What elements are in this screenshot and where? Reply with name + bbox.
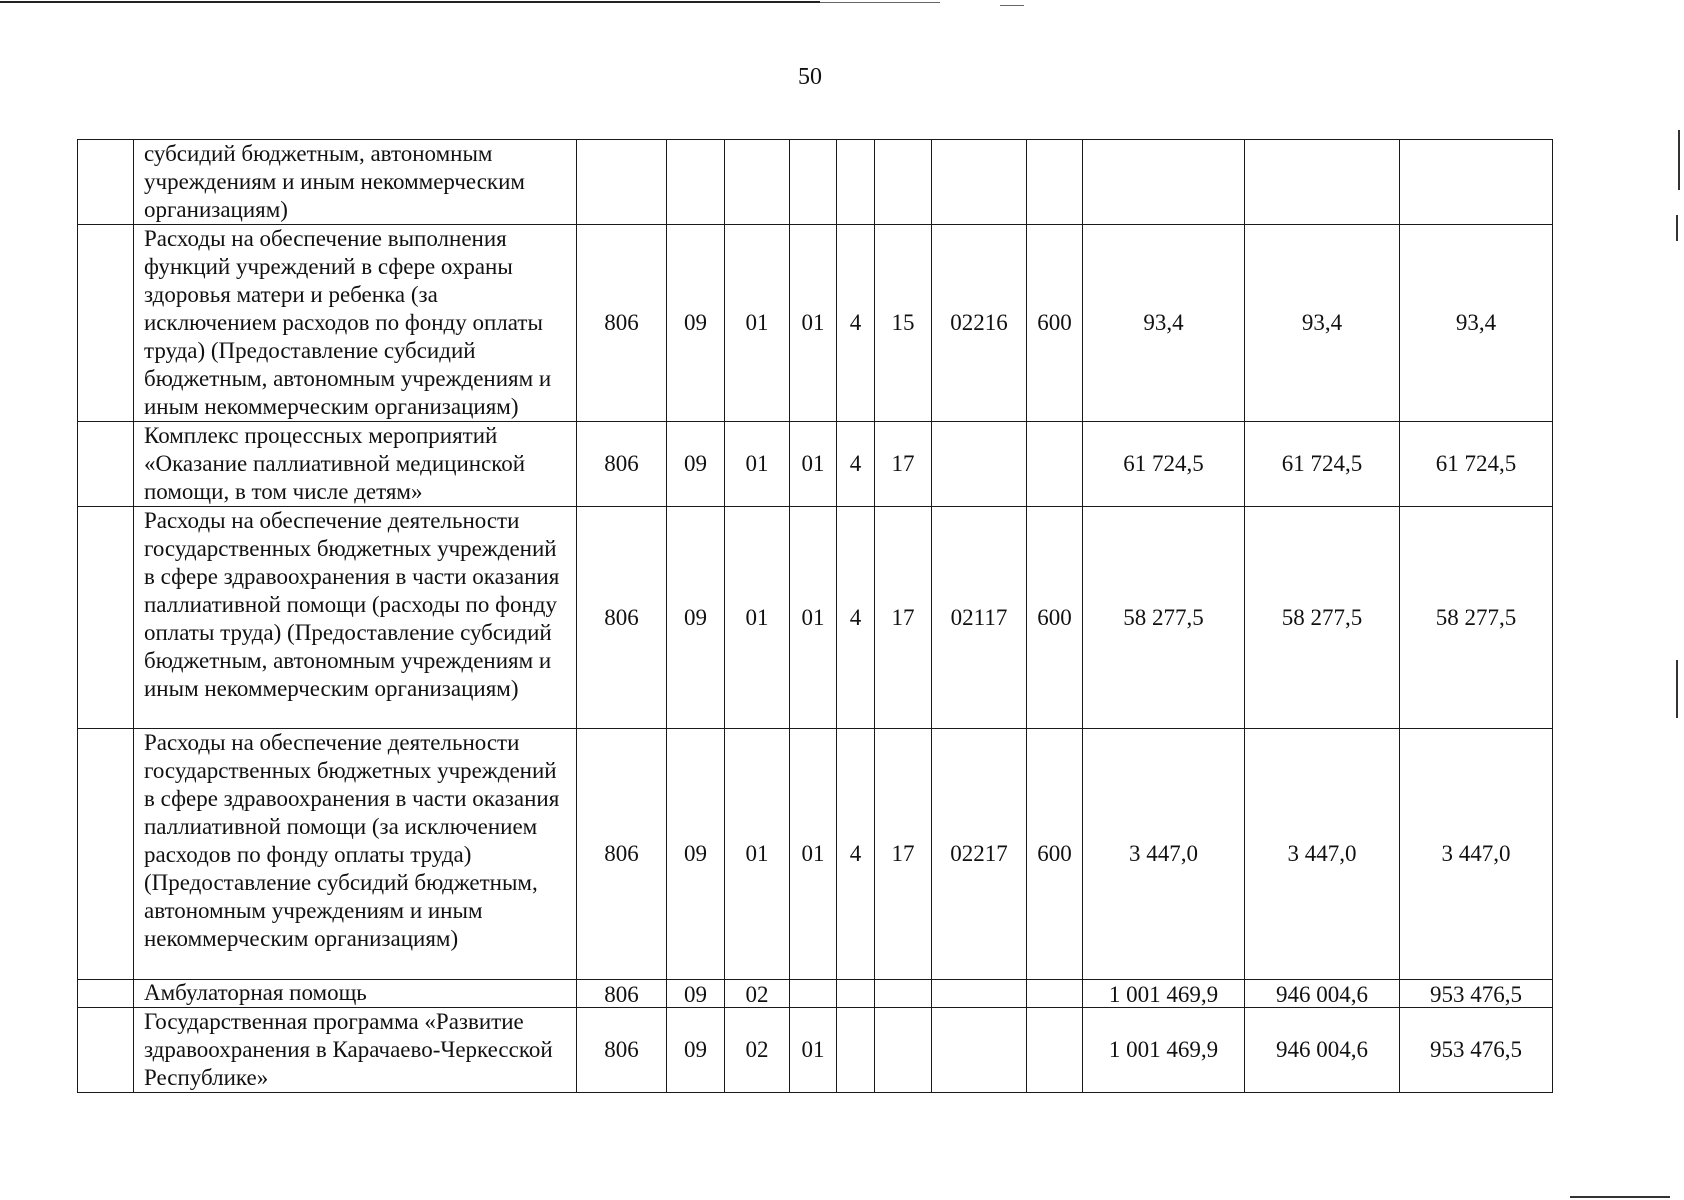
ved-cell: 806 (577, 225, 667, 422)
rz-cell: 09 (667, 729, 725, 980)
sum-cell (1400, 140, 1553, 225)
description-cell: Государственная программа «Развитие здравоохранения в Карачаево-Черкесской Республике» (134, 1008, 577, 1093)
row-number-cell (78, 1008, 134, 1093)
nr-cell (932, 980, 1027, 1008)
om-cell (875, 980, 932, 1008)
table-row (78, 225, 1553, 422)
table-row (78, 140, 1553, 225)
ved-cell: 806 (577, 1008, 667, 1093)
sum-cell: 953 476,5 (1400, 980, 1553, 1008)
scan-edge-line (1000, 5, 1024, 6)
table-row (78, 1008, 1553, 1093)
scan-edge-line (1570, 1196, 1670, 1198)
sum-cell: 946 004,6 (1245, 980, 1400, 1008)
table-row (78, 422, 1553, 507)
description-cell: Расходы на обеспечение деятельности государственных бюджетных учреждений в сфере здравоохранения в части оказания паллиативной помощи (расходы по фонду оплаты труда) (Предоставление субсидий бюджетным, автономным учреждениям и иным некоммерческим организациям) (134, 507, 577, 729)
sum-cell: 61 724,5 (1245, 422, 1400, 507)
om-cell (875, 1008, 932, 1093)
om-cell: 15 (875, 225, 932, 422)
description-cell: Расходы на обеспечение выполнения функций учреждений в сфере охраны здоровья матери и ребенка (за исключением расходов по фонду оплаты труда) (Предоставление субсидий бюджетным, автономным учреждениям и иным некоммерческим организациям) (134, 225, 577, 422)
sum-cell: 61 724,5 (1400, 422, 1553, 507)
table-row (78, 507, 1553, 729)
pr-cell (725, 140, 790, 225)
scan-edge-mark (1678, 130, 1680, 190)
row-number-cell (78, 140, 134, 225)
pp-cell (837, 140, 875, 225)
row-number-cell (78, 507, 134, 729)
vr-cell: 600 (1027, 729, 1083, 980)
table-row (78, 729, 1553, 980)
pp-cell (837, 980, 875, 1008)
rz-cell (667, 140, 725, 225)
page-number: 50 (798, 64, 822, 90)
vr-cell: 600 (1027, 225, 1083, 422)
vr-cell (1027, 422, 1083, 507)
gp-cell: 01 (790, 422, 837, 507)
ved-cell: 806 (577, 422, 667, 507)
scan-edge-mark (1676, 215, 1678, 241)
nr-cell: 02217 (932, 729, 1027, 980)
gp-cell: 01 (790, 729, 837, 980)
nr-cell (932, 140, 1027, 225)
pp-cell: 4 (837, 225, 875, 422)
pr-cell: 02 (725, 980, 790, 1008)
sum-cell: 3 447,0 (1245, 729, 1400, 980)
om-cell (875, 140, 932, 225)
description-cell: субсидий бюджетным, автономным учреждениям и иным некоммерческим организациям) (134, 140, 577, 225)
rz-cell: 09 (667, 422, 725, 507)
description-cell: Расходы на обеспечение деятельности государственных бюджетных учреждений в сфере здравоохранения в части оказания паллиативной помощи (за исключением расходов по фонду оплаты труда) (Предоставление субсидий бюджетным, автономным учреждениям и иным некоммерческим организациям) (134, 729, 577, 980)
pp-cell: 4 (837, 507, 875, 729)
sum-cell: 1 001 469,9 (1083, 1008, 1245, 1093)
pr-cell: 01 (725, 729, 790, 980)
pr-cell: 01 (725, 422, 790, 507)
pp-cell (837, 1008, 875, 1093)
sum-cell: 58 277,5 (1083, 507, 1245, 729)
sum-cell: 3 447,0 (1400, 729, 1553, 980)
sum-cell: 953 476,5 (1400, 1008, 1553, 1093)
sum-cell: 3 447,0 (1083, 729, 1245, 980)
rz-cell: 09 (667, 980, 725, 1008)
ved-cell: 806 (577, 980, 667, 1008)
gp-cell: 01 (790, 507, 837, 729)
row-number-cell (78, 422, 134, 507)
pr-cell: 01 (725, 225, 790, 422)
scan-edge-mark (1676, 660, 1678, 718)
nr-cell (932, 1008, 1027, 1093)
sum-cell: 93,4 (1400, 225, 1553, 422)
gp-cell: 01 (790, 1008, 837, 1093)
pp-cell: 4 (837, 729, 875, 980)
rz-cell: 09 (667, 225, 725, 422)
nr-cell: 02216 (932, 225, 1027, 422)
vr-cell: 600 (1027, 507, 1083, 729)
pr-cell: 02 (725, 1008, 790, 1093)
nr-cell (932, 422, 1027, 507)
ved-cell: 806 (577, 729, 667, 980)
sum-cell: 946 004,6 (1245, 1008, 1400, 1093)
rz-cell: 09 (667, 507, 725, 729)
vr-cell (1027, 980, 1083, 1008)
ved-cell: 806 (577, 507, 667, 729)
sum-cell: 58 277,5 (1245, 507, 1400, 729)
scan-edge-line (0, 1, 820, 3)
scan-edge-line (820, 2, 940, 3)
description-cell: Амбулаторная помощь (134, 980, 577, 1008)
vr-cell (1027, 140, 1083, 225)
table-row (78, 980, 1553, 1008)
gp-cell (790, 980, 837, 1008)
ved-cell (577, 140, 667, 225)
om-cell: 17 (875, 422, 932, 507)
sum-cell: 93,4 (1083, 225, 1245, 422)
gp-cell: 01 (790, 225, 837, 422)
sum-cell: 93,4 (1245, 225, 1400, 422)
sum-cell (1083, 140, 1245, 225)
row-number-cell (78, 729, 134, 980)
pr-cell: 01 (725, 507, 790, 729)
rz-cell: 09 (667, 1008, 725, 1093)
nr-cell: 02117 (932, 507, 1027, 729)
row-number-cell (78, 225, 134, 422)
sum-cell: 58 277,5 (1400, 507, 1553, 729)
om-cell: 17 (875, 507, 932, 729)
pp-cell: 4 (837, 422, 875, 507)
gp-cell (790, 140, 837, 225)
sum-cell: 61 724,5 (1083, 422, 1245, 507)
sum-cell (1245, 140, 1400, 225)
om-cell: 17 (875, 729, 932, 980)
row-number-cell (78, 980, 134, 1008)
sum-cell: 1 001 469,9 (1083, 980, 1245, 1008)
description-cell: Комплекс процессных мероприятий «Оказание паллиативной медицинской помощи, в том числе детям» (134, 422, 577, 507)
vr-cell (1027, 1008, 1083, 1093)
budget-table (77, 139, 1553, 1093)
